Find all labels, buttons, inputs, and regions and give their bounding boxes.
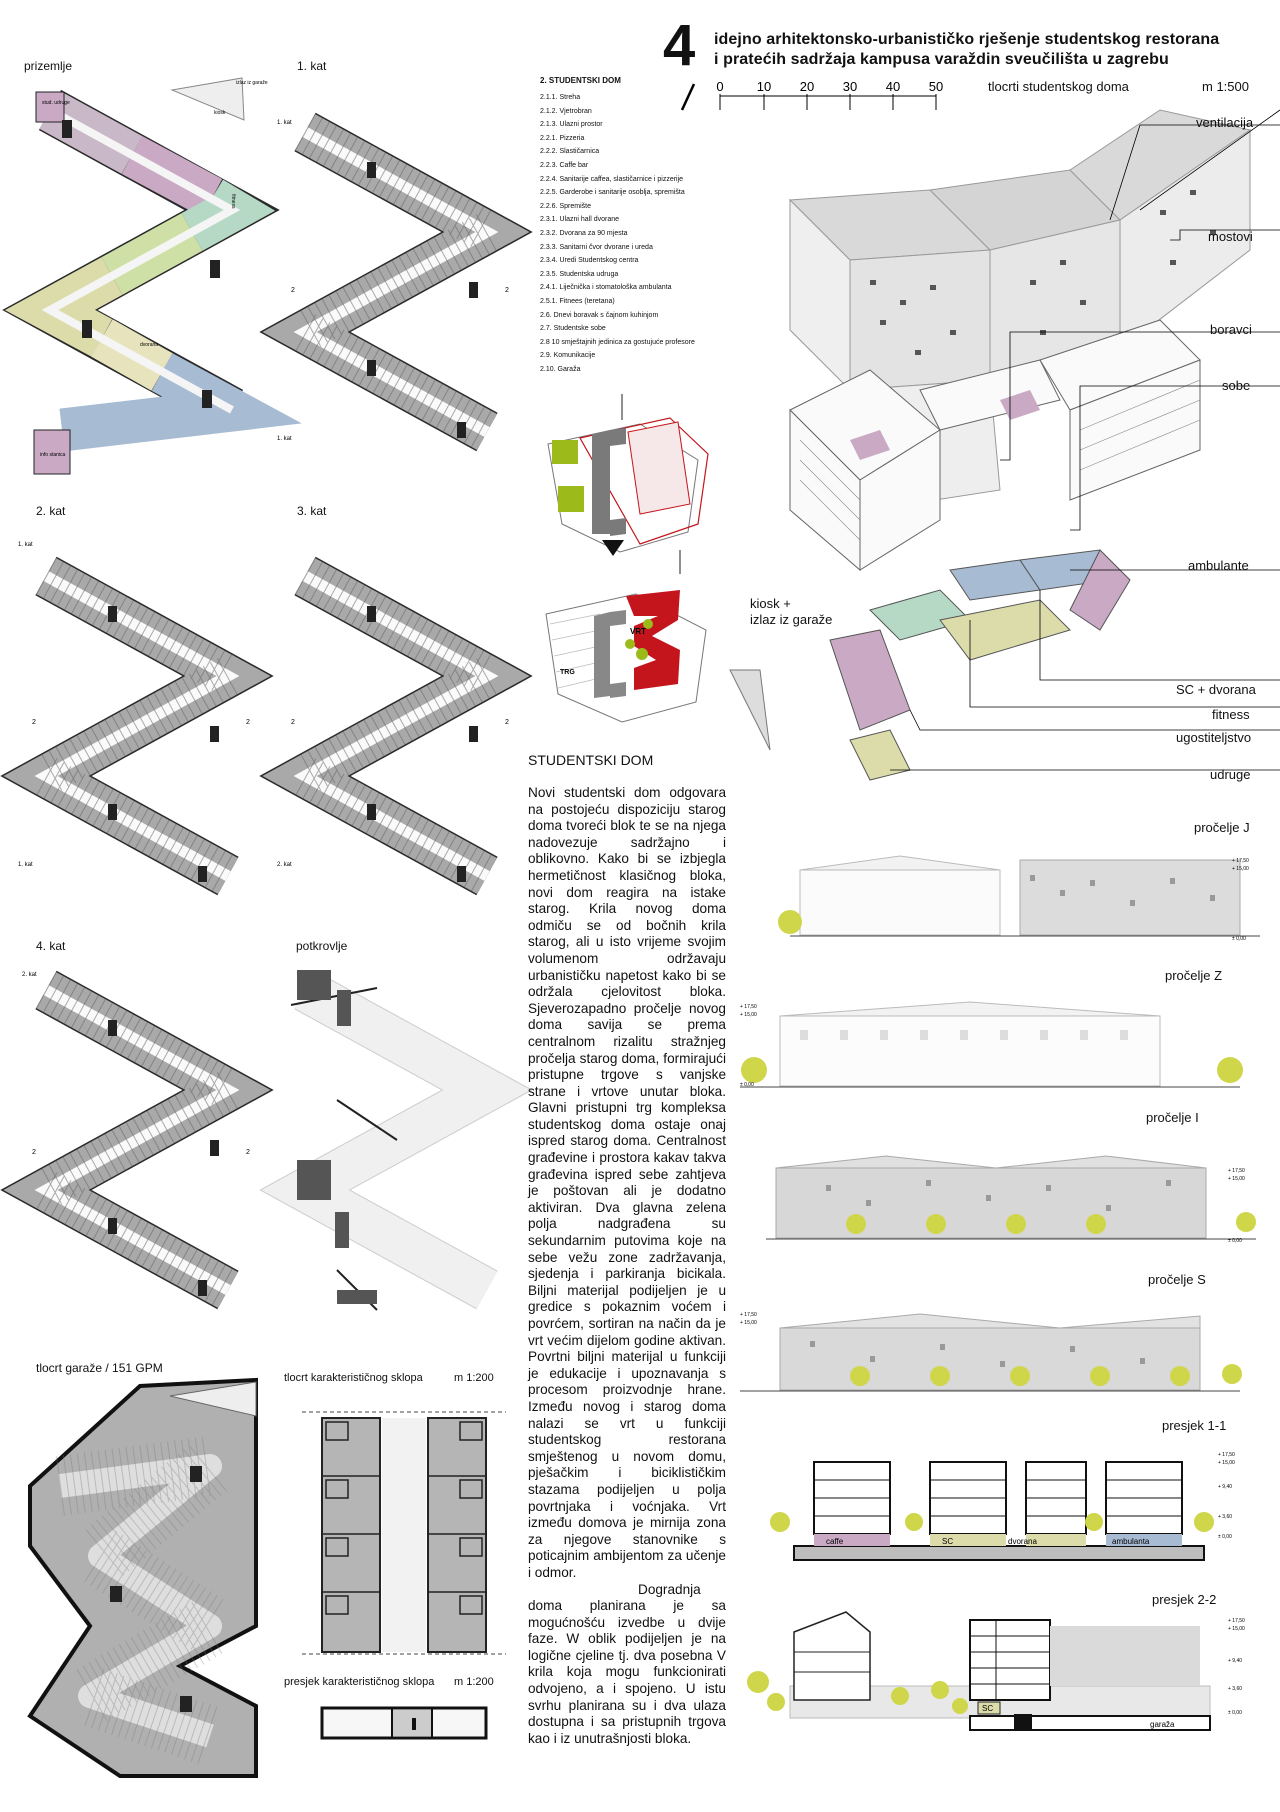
level-tag: + 15,00	[1228, 1626, 1245, 1632]
elevation-label-i: pročelje I	[1146, 1110, 1199, 1125]
level-tag: + 3,60	[1228, 1686, 1243, 1692]
section-marker-left: 2	[32, 1149, 36, 1156]
room-label-info: info stanica	[40, 452, 66, 458]
legend-item: 2.7. Studentske sobe	[540, 325, 606, 333]
axo-label-izlaz: izlaz iz garaže	[750, 612, 833, 627]
level-tag: ± 0,00	[740, 1082, 754, 1088]
elevation-label-s: pročelje S	[1148, 1272, 1206, 1287]
legend-item: 2.2.5. Garderobe i sanitarije osoblja, spremišta	[540, 189, 685, 197]
room-label-dvorana: dvorana	[140, 342, 159, 348]
scale-label: m 1:500	[1202, 79, 1249, 94]
typical-unit-section	[320, 1706, 490, 1742]
section-tag: SC	[982, 1704, 994, 1713]
sheet-number: 4	[663, 13, 696, 78]
elevation-north	[740, 1306, 1250, 1404]
description-text	[528, 785, 726, 1747]
scale-tick: 30	[842, 79, 858, 94]
diagram-label-trg: TRG	[560, 669, 575, 676]
scale-tick: 40	[885, 79, 901, 94]
level-tag: + 9,40	[1218, 1484, 1233, 1490]
section-label-2-2: presjek 2-2	[1152, 1592, 1217, 1607]
elevation-south	[790, 850, 1270, 950]
legend-item: 2.3.2. Dvorana za 90 mjesta	[540, 229, 628, 237]
legend-item: 2.2.4. Sanitarije caffea, slastičarnice i pizzerije	[540, 175, 684, 183]
axo-label-boravci: boravci	[1210, 322, 1252, 337]
level-tag: ± 0,00	[1218, 1534, 1232, 1540]
section-2-2	[750, 1606, 1270, 1744]
axo-label-udruge: udruge	[1210, 767, 1251, 782]
text-heading: STUDENTSKI DOM	[528, 752, 654, 768]
plan-label-floor4: 4. kat	[36, 939, 66, 953]
typical-section-scale: m 1:200	[454, 1676, 494, 1688]
axo-label-kiosk: kiosk +	[750, 596, 791, 611]
elevation-west	[740, 1000, 1250, 1092]
garage-exit-ramp	[172, 78, 244, 120]
ground-floor-plan	[22, 70, 268, 480]
floor2-plan	[18, 516, 258, 936]
level-tag: 2. kat	[277, 862, 292, 868]
room-legend	[540, 76, 695, 376]
scale-tick: 50	[928, 79, 944, 94]
section-marker-right: 2	[246, 1149, 250, 1156]
scale-tick: 0	[716, 79, 724, 94]
floor3-plan	[277, 516, 517, 936]
typical-plan-scale: m 1:200	[454, 1372, 494, 1384]
section-marker-right: 2	[246, 719, 250, 726]
legend-item: 2.2.3. Caffe bar	[540, 161, 589, 169]
legend-item: 2.3.1. Ulazni hall dvorane	[540, 216, 619, 224]
paragraph: Novi studentski dom odgovara na postojeću dispoziciju starog doma tvoreći blok te se na njega nadovezuje sadržajno i oblikovno. Kako bi se izbjegla hermetičnost klasičnog bloka, novi dom reagira na istake starog. Krila novog doma odmiču se od bočnih krila starog, ali u isto vrijeme svojim volumenom održavaju urbanističku napetost kako bi se održala cjelovitost bloka. Sjeverozapadno pročelje novog doma savija se prema centralnom rizalitu stražnjeg pročelja starog doma, formirajući pristupne trgove s vanjske strane i vrtove unutar bloka. Glavni pristupni trg kompleksa studentskog doma ostaje onaj ispred starog doma. Centralnost građevine i prostora kakav takva građevina ispred sebe zahtjeva je poštovan ali je dodatno aktiviran. Dva glavna zelena polja nadgrađena su sekundarnim putovima koje na sebe vežu zone zadržavanja, sjedenja i parkiranja bicikala. Biljni materijal podijeljen je u gredice s pokaznim voćem i povrćem, sortiran na način da je vrt većim dijelom godine aktivan. Povrtni biljni materijal u funkciji je edukacije i upoznavanja s procesom proizvodnje hrane. Između novog i starog doma nalazi se vrt u funkciji studentskog restorana smještenog u novom domu, pješačkim i biciklističkim stazama podijeljen u polja povrtnjaka i voćnjaka. Vrt između domova je mirnija zona za njegove stanovnike s poticajnim ambijentom za učenje i odmor.	[528, 785, 726, 1580]
typical-section-label: presjek karakterističnog sklopa	[284, 1676, 435, 1688]
concept-diagrams	[530, 384, 730, 724]
legend-item: 2.6. Dnevi boravak s čajnom kuhinjom	[540, 311, 659, 319]
elevation-label-z: pročelje Z	[1165, 968, 1223, 983]
axo-label-sc-dvorana: SC + dvorana	[1176, 682, 1256, 697]
axo-label-sobe: sobe	[1222, 378, 1251, 393]
section-tag: dvorana	[1008, 1537, 1037, 1546]
legend-item: 2.10. Garaža	[540, 365, 581, 373]
level-tag: + 15,00	[740, 1012, 757, 1018]
subtitle: tlocrti studentskog doma	[988, 79, 1129, 94]
attic-plan	[277, 950, 517, 1350]
legend-title: 2. STUDENTSKI DOM	[540, 76, 621, 85]
level-tag: + 15,00	[1228, 1176, 1245, 1182]
legend-item: 2.5.1. Fitnees (teretana)	[540, 297, 615, 305]
elevation-east	[766, 1150, 1266, 1250]
level-tag: + 17,50	[1228, 1618, 1245, 1624]
section-marker-right: 2	[505, 719, 509, 726]
axo-label-ugostiteljstvo: ugostiteljstvo	[1176, 730, 1252, 745]
legend-item: 2.2.6. Spremište	[540, 202, 591, 210]
scale-tick: 10	[756, 79, 772, 94]
level-tag: + 15,00	[1232, 866, 1249, 872]
level-tag: + 17,50	[1218, 1452, 1235, 1458]
level-tag: + 3,60	[1218, 1514, 1233, 1520]
section-marker-left: 2	[291, 287, 295, 294]
page-title	[714, 30, 1219, 70]
section-marker-left: 2	[291, 719, 295, 726]
section-marker-left: 2	[32, 719, 36, 726]
section-marker-right: 2	[505, 287, 509, 294]
label-kiosk: kiosk	[214, 110, 226, 116]
legend-item: 2.1.2. Vjetrobran	[540, 107, 592, 115]
level-tag: ± 0,00	[1228, 1238, 1242, 1244]
title-line-2: i pratećih sadržaja kampusa varaždin sveučilišta u zagrebu	[714, 51, 1169, 68]
typical-unit-plan	[302, 1408, 506, 1658]
legend-item: 2.1.1. Streha	[540, 94, 581, 101]
plan-label-floor3: 3. kat	[297, 504, 327, 518]
legend-item: 2.8 10 smještajnih jedinica za gostujuće profesore	[540, 338, 695, 346]
section-tag: ambulanta	[1112, 1537, 1150, 1546]
level-tag: + 17,50	[740, 1004, 757, 1010]
legend-item: 2.2.2. Slastičarnica	[540, 148, 600, 156]
plan-label-attic: potkrovlje	[296, 939, 348, 953]
level-tag: + 9,40	[1228, 1658, 1243, 1664]
diagram-label-vrt: VRT	[630, 627, 646, 636]
green-field	[552, 440, 578, 464]
legend-item: 2.9. Komunikacije	[540, 352, 596, 360]
typical-plan-label: tlocrt karakterističnog sklopa	[284, 1372, 423, 1384]
plan-label-garage: tlocrt garaže / 151 GPM	[36, 1361, 163, 1375]
legend-item: 2.4.1. Liječnička i stomatološka ambulanta	[540, 284, 672, 292]
legend-item: 2.3.3. Sanitarni čvor dvorane i ureda	[540, 243, 653, 251]
axo-label-fitness: fitness	[1212, 707, 1250, 722]
green-field	[558, 486, 584, 512]
room-label-fitness: fitness	[230, 194, 236, 209]
section-tag: SC	[942, 1537, 954, 1546]
elevation-label-j: pročelje J	[1194, 820, 1250, 835]
scale-tick: 20	[799, 79, 815, 94]
level-tag: ± 0,00	[1232, 936, 1246, 942]
plan-label-ground: prizemlje	[24, 59, 73, 73]
garage-plan	[20, 1376, 260, 1796]
section-tag: garaža	[1150, 1720, 1175, 1729]
section-label-1-1: presjek 1-1	[1162, 1418, 1227, 1433]
floor1-plan	[277, 72, 517, 492]
paragraph: Dogradnja doma planirana je sa mogućnošću izvedbe u dvije faze. W oblik podijeljen je na logične cjeline tj. dva posebna V krila koja mogu funkcionirati odvojeno, a i spojeno. U istu svrhu planirana su i dva ulaza dostupna i sa pristupnih trgova kao i iz unutrašnjosti bloka.	[528, 1581, 726, 1746]
legend-item: 2.1.3. Ulazni prostor	[540, 121, 603, 129]
level-tag: + 17,50	[740, 1312, 757, 1318]
room-label-udruge: stud. udruge	[42, 100, 70, 106]
title-line-1: idejno arhitektonsko-urbanističko rješenje studentskog restorana	[714, 31, 1220, 48]
scale-bar	[678, 80, 998, 114]
tree-icon	[778, 910, 802, 934]
legend-item: 2.3.4. Uredi Studentskog centra	[540, 257, 639, 265]
axo-label-mostovi: mostovi	[1208, 229, 1253, 244]
axo-label-ambulante: ambulante	[1188, 558, 1249, 573]
plan-label-floor1: 1. kat	[297, 59, 327, 73]
level-tag: + 15,00	[740, 1320, 757, 1326]
diagram-label-trg: TRG	[680, 625, 695, 632]
level-tag: 2. kat	[22, 972, 37, 978]
level-tag: + 17,50	[1228, 1168, 1245, 1174]
legend-item: 2.2.1. Pizzeria	[540, 134, 585, 142]
level-tag: 1. kat	[277, 120, 292, 126]
axo-label-ventilacija: ventilacija	[1196, 115, 1254, 130]
level-tag: + 17,50	[1232, 858, 1249, 864]
level-tag: 1. kat	[18, 862, 33, 868]
label-izlaz: izlaz iz garaže	[236, 80, 268, 86]
section-tag: caffe	[826, 1537, 844, 1546]
level-tag: ± 0,00	[1228, 1710, 1242, 1716]
level-tag: 1. kat	[277, 436, 292, 442]
floor4-plan	[18, 950, 258, 1350]
legend-item: 2.3.5. Studentska udruga	[540, 270, 619, 278]
level-tag: 1. kat	[18, 542, 33, 548]
section-1-1	[764, 1442, 1264, 1570]
plan-label-floor2: 2. kat	[36, 504, 66, 518]
level-tag: + 15,00	[1218, 1460, 1235, 1466]
